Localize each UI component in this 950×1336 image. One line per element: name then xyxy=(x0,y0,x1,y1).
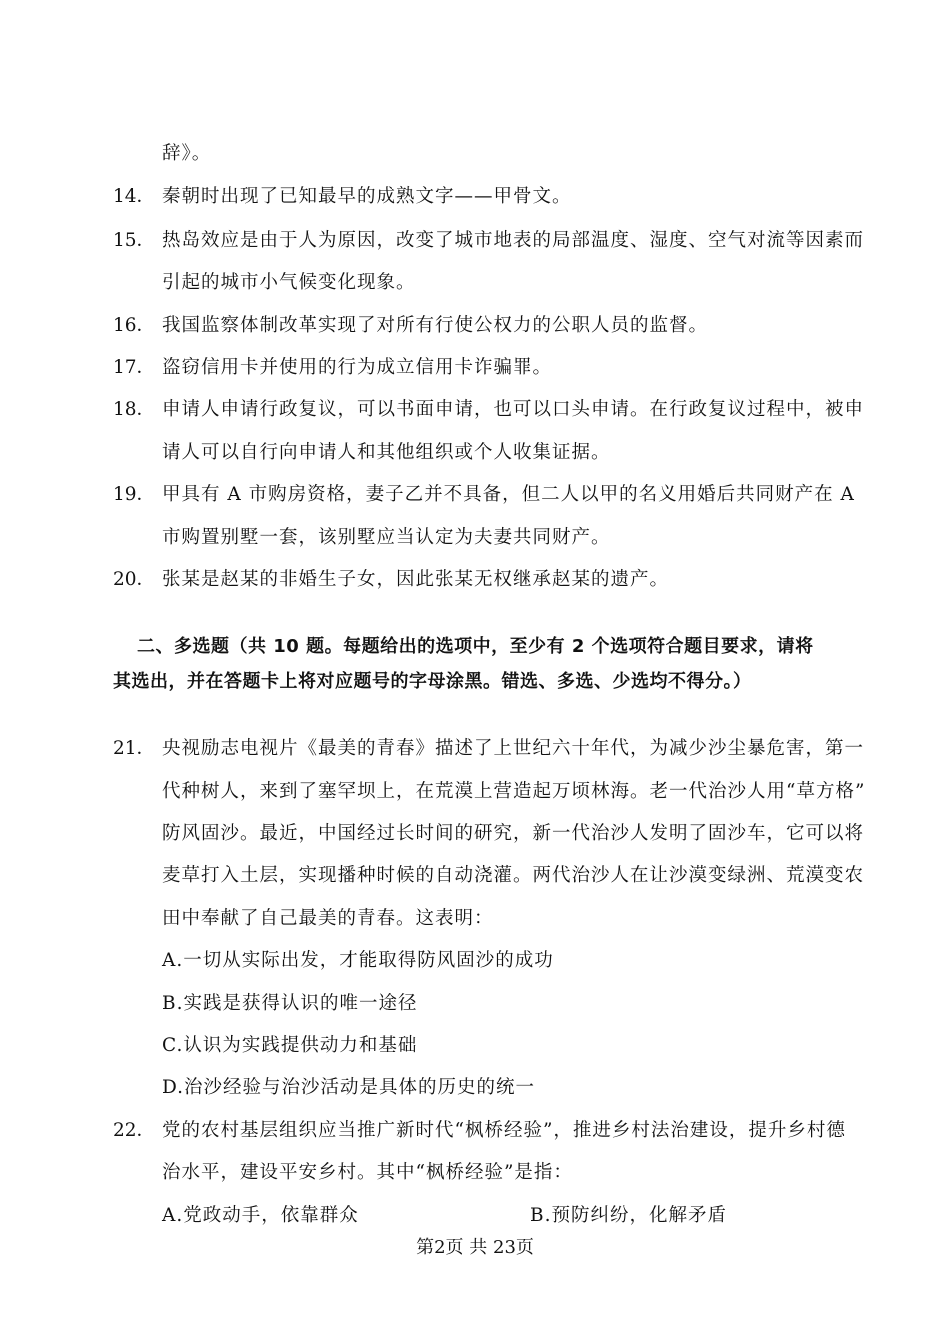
question-text: 请人可以自行向申请人和其他组织或个人收集证据。 xyxy=(162,442,611,463)
question-number: 14． xyxy=(113,186,156,207)
question-text: 盗窃信用卡并使用的行为成立信用卡诈骗罪。 xyxy=(162,357,553,378)
question-number: 15． xyxy=(113,230,156,251)
question-text: 热岛效应是由于人为原因，改变了城市地表的局部温度、湿度、空气对流等因素而 xyxy=(162,230,865,251)
question-number: 21． xyxy=(113,738,156,759)
question-text: 防风固沙。最近，中国经过长时间的研究，新一代治沙人发明了固沙车，它可以将 xyxy=(162,823,865,844)
question-number: 17． xyxy=(113,357,156,378)
section-heading-line: 二、多选题（共 10 题。每题给出的选项中，至少有 2 个选项符合题目要求，请将 xyxy=(137,636,814,657)
option-d: D.治沙经验与治沙活动是具体的历史的统一 xyxy=(162,1077,536,1098)
option-a: A.党政动手，依靠群众 xyxy=(162,1205,359,1226)
question-number: 16． xyxy=(113,315,156,336)
page-footer: 第2页 共 23页 xyxy=(416,1237,534,1258)
question-number: 22． xyxy=(113,1120,156,1141)
option-b: B.预防纠纷，化解矛盾 xyxy=(530,1205,727,1226)
option-b: B.实践是获得认识的唯一途径 xyxy=(162,993,418,1014)
question-text: 市购置别墅一套，该别墅应当认定为夫妻共同财产。 xyxy=(162,527,611,548)
option-c: C.认识为实践提供动力和基础 xyxy=(162,1035,418,1056)
question-number: 19． xyxy=(113,484,156,505)
question-text: 央视励志电视片《最美的青春》描述了上世纪六十年代，为减少沙尘暴危害，第一 xyxy=(162,738,865,759)
question-text: 田中奉献了自己最美的青春。这表明： xyxy=(162,908,494,929)
question-text: 党的农村基层组织应当推广新时代“枫桥经验”，推进乡村法治建设，提升乡村德 xyxy=(162,1120,846,1141)
question-number: 20． xyxy=(113,569,156,590)
question-number: 18． xyxy=(113,399,156,420)
question-text: 秦朝时出现了已知最早的成熟文字——甲骨文。 xyxy=(162,186,572,207)
question-text: 代种树人，来到了塞罕坝上，在荒漠上营造起万顷林海。老一代治沙人用“草方格” xyxy=(162,781,866,802)
question-text: 申请人申请行政复议，可以书面申请，也可以口头申请。在行政复议过程中，被申 xyxy=(162,399,865,420)
question-text: 甲具有 A 市购房资格，妻子乙并不具备，但二人以甲的名义用婚后共同财产在 A xyxy=(162,484,855,505)
section-heading-line: 其选出，并在答题卡上将对应题号的字母涂黑。错选、多选、少选均不得分。） xyxy=(113,671,752,692)
question-text: 治水平，建设平安乡村。其中“枫桥经验”是指： xyxy=(162,1162,573,1183)
question-text: 我国监察体制改革实现了对所有行使公权力的公职人员的监督。 xyxy=(162,315,709,336)
question-text: 麦草打入土层，实现播种时候的自动浇灌。两代治沙人在让沙漠变绿洲、荒漠变农 xyxy=(162,865,865,886)
continued-text: 辞》。 xyxy=(162,143,212,164)
option-a: A.一切从实际出发，才能取得防风固沙的成功 xyxy=(162,950,554,971)
question-text: 引起的城市小气候变化现象。 xyxy=(162,272,416,293)
question-text: 张某是赵某的非婚生子女，因此张某无权继承赵某的遗产。 xyxy=(162,569,670,590)
